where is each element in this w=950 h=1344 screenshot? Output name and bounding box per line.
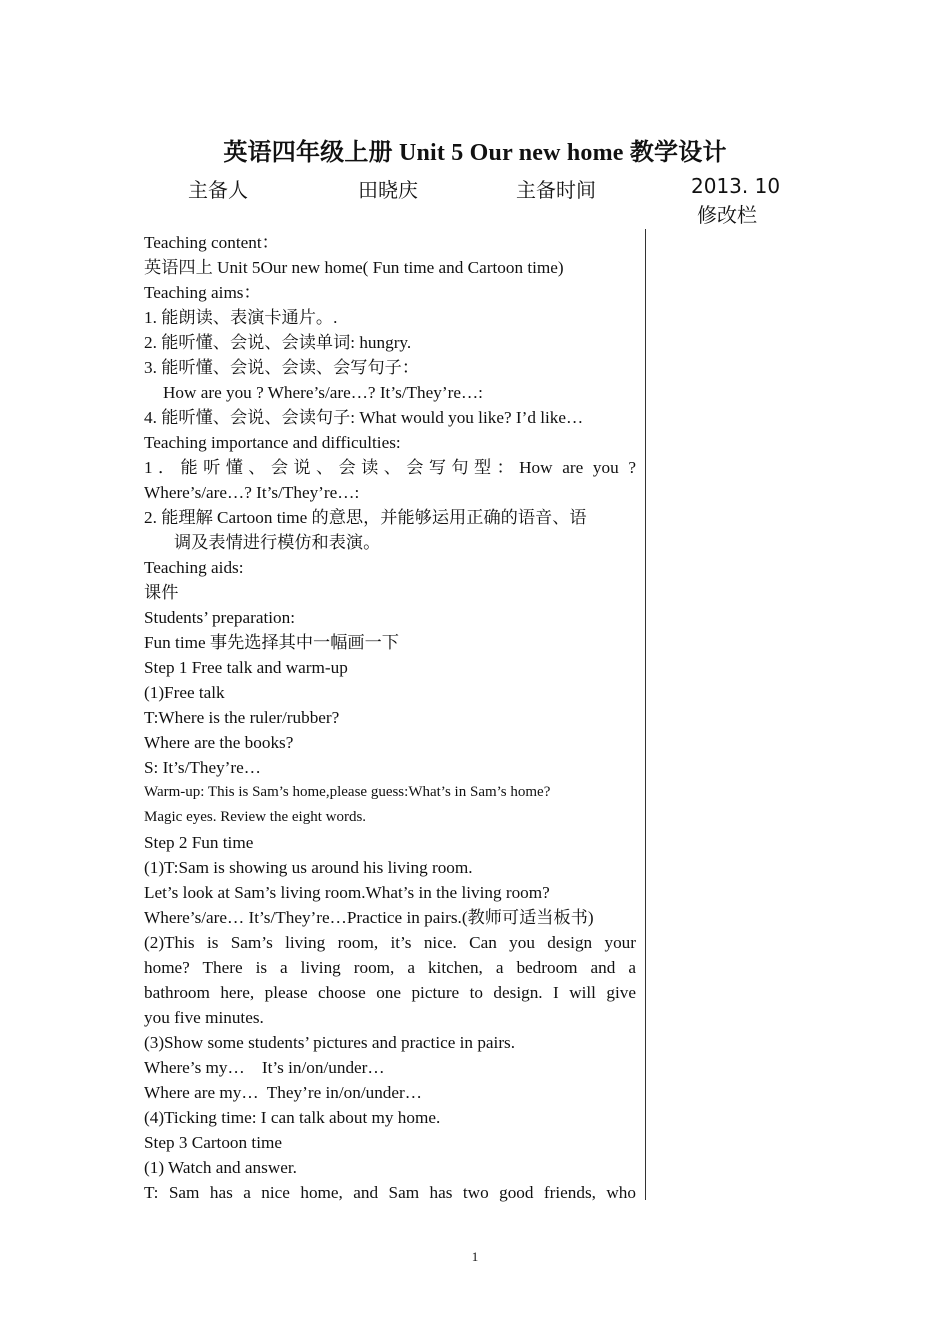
text-line: (1) Watch and answer. (144, 1158, 297, 1177)
column-divider (645, 229, 646, 1200)
prep-time-label: 主备时间 (516, 178, 596, 202)
text-line: 2. 能听懂、会说、会读单词: hungry. (144, 333, 412, 352)
text-line: (3)Show some students’ pictures and practice in pairs. (144, 1033, 516, 1052)
revision-column-label: 修改栏 (697, 203, 757, 227)
text-line: you five minutes. (144, 1008, 264, 1027)
text-line: Magic eyes. Review the eight words. (144, 809, 367, 825)
text-line: Teaching content： (144, 233, 279, 252)
text-line: Teaching aims： (144, 283, 261, 302)
text-line: Step 1 Free talk and warm-up (144, 658, 348, 677)
preparer-name: 田晓庆 (358, 178, 418, 202)
page-number: 1 (471, 1249, 479, 1264)
text-line: 调及表情进行模仿和表演。 (174, 533, 381, 552)
text-line: home? There is a living room, a kitchen, a bedroom and a (144, 958, 636, 977)
text-line: Where are my… They’re in/on/under… (144, 1083, 422, 1102)
text-line: S: It’s/They’re… (144, 758, 261, 777)
text-line: Where’s/are… It’s/They’re…Practice in pairs.(教师可适当板书) (144, 908, 594, 927)
text-line: Let’s look at Sam’s living room.What’s in the living room? (144, 883, 550, 902)
text-line: (1)Free talk (144, 683, 225, 702)
text-line: Teaching importance and difficulties: (144, 433, 401, 452)
text-line: bathroom here, please choose one picture to design. I will give (144, 983, 636, 1002)
text-line: 英语四上 Unit 5Our new home( Fun time and Cartoon time) (144, 258, 564, 277)
text-line: 3. 能听懂、会说、会读、会写句子： (144, 358, 420, 377)
text-line: (4)Ticking time: I can talk about my home. (144, 1108, 441, 1127)
text-line: Step 3 Cartoon time (144, 1133, 282, 1152)
text-line: Warm-up: This is Sam’s home,please guess:What’s in Sam’s home? (144, 784, 551, 800)
text-line: T: Sam has a nice home, and Sam has two good friends, who (144, 1183, 636, 1202)
text-line: Fun time 事先选择其中一幅画一下 (144, 633, 399, 652)
text-line: Where are the books? (144, 733, 294, 752)
text-line: 4. 能听懂、会说、会读句子: What would you like? I’d like… (144, 408, 584, 427)
text-line: Teaching aids: (144, 558, 244, 577)
preparer-label: 主备人 (188, 178, 248, 202)
text-line: 1. 能朗读、表演卡通片。. (144, 308, 338, 327)
document-title: 英语四年级上册 Unit 5 Our new home 教学设计 (223, 140, 727, 166)
prep-date: 2013. 10 (691, 174, 781, 198)
text-line: 1．能听懂、会说、会读、会写句型：How are you ? (144, 458, 636, 477)
text-line: Where’s/are…? It’s/They’re…: (144, 483, 360, 502)
text-line: (1)T:Sam is showing us around his living room. (144, 858, 473, 877)
text-line: T:Where is the ruler/rubber? (144, 708, 340, 727)
lesson-plan-body (144, 230, 636, 1205)
text-line: 课件 (144, 583, 179, 602)
text-line: Step 2 Fun time (144, 833, 254, 852)
text-line: How are you ? Where’s/are…? It’s/They’re…: (163, 383, 483, 402)
text-line: Where’s my… It’s in/on/under… (144, 1058, 385, 1077)
text-line: (2)This is Sam’s living room, it’s nice. Can you design your (144, 933, 636, 952)
text-line: 2. 能理解 Cartoon time 的意思，并能够运用正确的语音、语 (144, 508, 587, 527)
text-line: Students’ preparation: (144, 608, 295, 627)
